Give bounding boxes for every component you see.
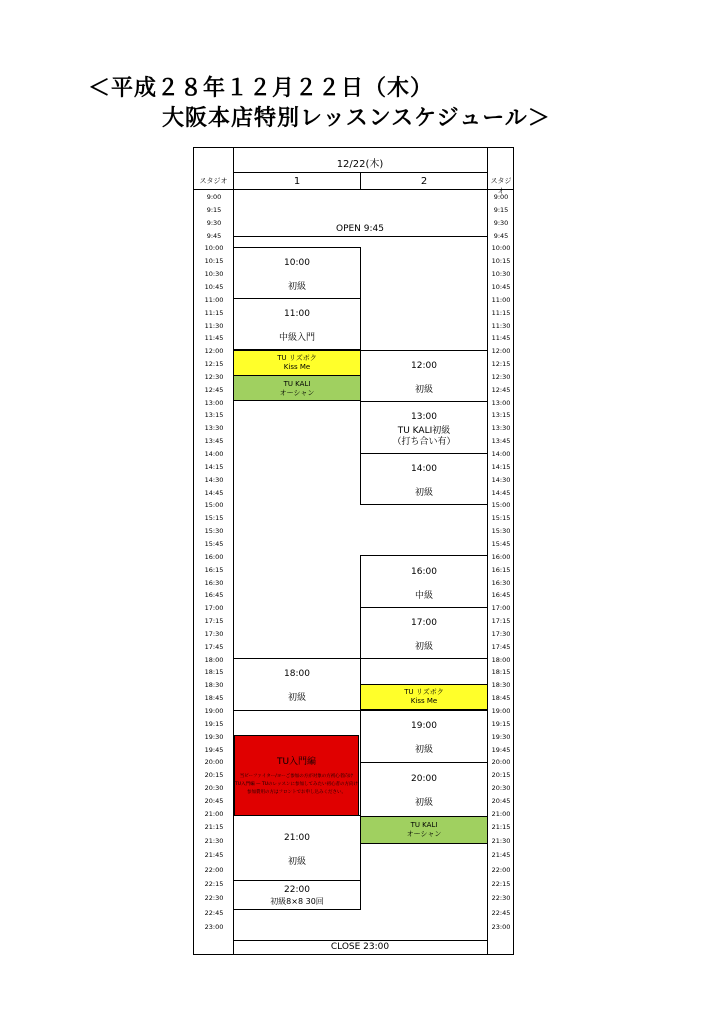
time-label-right: 18:00 — [491, 655, 511, 664]
page-title-line1: ＜平成２８年１２月２２日（木） — [88, 76, 434, 101]
studio1-class-2200[interactable] — [233, 880, 361, 910]
class-time: 20:00 — [411, 774, 437, 784]
time-label-left: 16:45 — [204, 591, 224, 600]
time-label-left: 10:00 — [204, 244, 224, 253]
time-label-left: 14:45 — [204, 488, 224, 497]
class-time: 19:00 — [411, 721, 437, 731]
time-label-right: 15:15 — [491, 514, 511, 523]
time-label-left: 14:30 — [204, 475, 224, 484]
class-note-2: TU入門編 — TUのレッスンに参加してみたい初心者の方向け — [235, 782, 358, 787]
studio-2-header: 2 — [420, 176, 428, 187]
time-label-right: 18:15 — [491, 668, 511, 677]
time-label-right: 14:15 — [491, 462, 511, 471]
time-label-left: 9:15 — [206, 205, 222, 214]
studio2-class-1300[interactable] — [360, 401, 488, 454]
time-label-left: 22:00 — [204, 865, 224, 874]
class-time: 22:00 — [284, 885, 310, 895]
time-label-left: 15:00 — [204, 501, 224, 510]
class-name: TU KALI初級 — [397, 426, 451, 436]
studio-label-left: スタジオ — [199, 177, 228, 185]
time-label-right: 21:45 — [491, 851, 511, 860]
studio2-class-2000[interactable] — [360, 762, 488, 817]
studio1-class-1200[interactable] — [233, 350, 361, 376]
time-label-right: 13:30 — [491, 424, 511, 433]
time-label-right: 12:45 — [491, 385, 511, 394]
time-label-left: 11:15 — [204, 308, 224, 317]
class-name: 初級 — [414, 798, 433, 808]
time-label-right: 17:15 — [491, 617, 511, 626]
time-label-right: 15:45 — [491, 539, 511, 548]
time-label-left: 11:45 — [204, 334, 224, 343]
close-line — [233, 940, 487, 941]
time-label-right: 21:15 — [491, 822, 511, 831]
studio-1-header: 1 — [293, 176, 301, 187]
class-subname: Kiss Me — [410, 697, 438, 705]
class-time: 13:00 — [411, 412, 437, 422]
class-name: 初級 — [414, 488, 433, 498]
time-label-left: 12:45 — [204, 385, 224, 394]
class-name: 中級 — [414, 591, 433, 601]
time-label-right: 18:30 — [491, 681, 511, 690]
studio2-class-1900[interactable] — [360, 710, 488, 763]
time-label-right: 22:15 — [491, 880, 511, 889]
time-label-right: 20:15 — [491, 771, 511, 780]
time-label-right: 10:00 — [491, 244, 511, 253]
studio1-class-1230[interactable] — [233, 375, 361, 401]
time-label-right: 12:00 — [491, 347, 511, 356]
studio2-class-1830[interactable] — [360, 684, 488, 710]
studio1-class-1800[interactable] — [233, 658, 361, 711]
time-label-right: 14:00 — [491, 450, 511, 458]
time-label-left: 21:15 — [204, 822, 224, 831]
class-note-3: 参加費用の方はフロントでお申し込みください。 — [247, 790, 346, 795]
time-label-right: 15:00 — [491, 501, 511, 510]
time-label-left: 17:15 — [204, 617, 224, 626]
studio2-class-1200[interactable] — [360, 350, 488, 402]
time-label-right: 11:15 — [491, 308, 511, 317]
time-label-right: 15:30 — [491, 527, 511, 536]
time-label-right: 22:30 — [491, 894, 511, 903]
time-label-right: 11:00 — [491, 295, 511, 304]
studio-label-right: スタジオ — [490, 177, 512, 195]
time-label-right: 16:15 — [491, 565, 511, 574]
studio1-class-2100[interactable] — [233, 815, 361, 881]
time-label-left: 10:45 — [204, 282, 224, 291]
open-label: OPEN 9:45 — [335, 224, 384, 234]
time-label-right: 14:45 — [491, 488, 511, 497]
time-label-right: 17:30 — [491, 629, 511, 638]
class-name: 初級 — [414, 745, 433, 755]
time-label-right: 10:30 — [491, 270, 511, 279]
studio2-class-1700[interactable] — [360, 607, 488, 659]
time-label-left: 10:30 — [204, 270, 224, 279]
time-label-left: 19:00 — [204, 707, 224, 715]
time-label-right: 12:30 — [491, 372, 511, 381]
time-label-right: 18:45 — [491, 694, 511, 703]
time-label-right: 11:30 — [491, 321, 511, 330]
time-label-right: 19:15 — [491, 719, 511, 728]
time-label-left: 12:00 — [204, 347, 224, 356]
studio1-class-1930[interactable] — [234, 735, 359, 816]
class-note-1: 当ビーファイター/ヨーご参加の方が対象の方初心者向け — [239, 774, 354, 779]
time-label-left: 17:00 — [204, 604, 224, 613]
time-label-left: 13:15 — [204, 411, 224, 420]
header-line-2 — [193, 189, 514, 190]
class-name: TU入門編 — [276, 757, 317, 767]
time-label-right: 9:30 — [493, 218, 509, 227]
class-subname: Kiss Me — [283, 363, 311, 371]
time-label-right: 17:45 — [491, 642, 511, 651]
class-time: 18:00 — [284, 669, 310, 679]
time-label-right: 12:15 — [491, 360, 511, 369]
time-label-left: 20:45 — [204, 796, 224, 805]
class-time: 14:00 — [411, 464, 437, 474]
class-name: 初級 — [287, 693, 306, 703]
time-label-right: 13:15 — [491, 411, 511, 420]
time-label-right: 9:45 — [493, 231, 509, 240]
time-label-left: 22:45 — [204, 908, 224, 917]
class-time: 16:00 — [411, 567, 437, 577]
time-label-left: 21:00 — [204, 809, 224, 818]
time-label-right: 16:00 — [491, 552, 511, 561]
time-label-left: 14:00 — [204, 450, 224, 458]
time-label-right: 13:45 — [491, 437, 511, 446]
time-label-left: 11:00 — [204, 295, 224, 304]
time-label-left: 21:45 — [204, 851, 224, 860]
studio2-class-2100[interactable] — [360, 816, 488, 844]
date-header: 12/22(木) — [336, 159, 384, 170]
time-label-left: 23:00 — [204, 923, 224, 932]
class-time: 17:00 — [411, 618, 437, 628]
time-label-right: 10:15 — [491, 257, 511, 266]
time-label-left: 12:15 — [204, 360, 224, 369]
time-label-left: 13:30 — [204, 424, 224, 433]
class-name: TU リズボク — [404, 688, 444, 696]
class-name: TU KALI — [283, 380, 311, 388]
studio2-class-1600[interactable] — [360, 555, 488, 608]
time-label-left: 13:00 — [204, 398, 224, 407]
time-label-right: 17:00 — [491, 604, 511, 613]
time-label-left: 22:30 — [204, 894, 224, 903]
header-line-1 — [233, 172, 487, 173]
time-label-left: 12:30 — [204, 372, 224, 381]
time-label-left: 20:15 — [204, 771, 224, 780]
time-label-left: 19:45 — [204, 745, 224, 754]
class-subname: オーシャン — [279, 389, 315, 397]
time-label-right: 14:30 — [491, 475, 511, 484]
class-name: TU リズボク — [277, 354, 317, 362]
time-label-left: 18:15 — [204, 668, 224, 677]
studio1-class-1100[interactable] — [233, 298, 361, 350]
time-label-left: 16:00 — [204, 552, 224, 561]
time-label-left: 18:45 — [204, 694, 224, 703]
time-label-left: 16:30 — [204, 578, 224, 587]
time-label-right: 20:00 — [491, 758, 511, 767]
time-label-right: 23:00 — [491, 923, 511, 932]
time-label-left: 9:00 — [206, 193, 222, 201]
time-label-left: 18:30 — [204, 681, 224, 690]
time-label-right: 16:45 — [491, 591, 511, 600]
time-label-left: 22:15 — [204, 880, 224, 889]
time-label-left: 20:00 — [204, 758, 224, 767]
class-name: 初級 — [414, 642, 433, 652]
time-label-right: 21:30 — [491, 837, 511, 845]
time-label-left: 17:30 — [204, 629, 224, 638]
class-time: 10:00 — [284, 258, 310, 268]
time-label-right: 9:00 — [493, 193, 509, 201]
time-label-right: 19:45 — [491, 745, 511, 754]
close-label: CLOSE 23:00 — [330, 942, 390, 952]
time-label-left: 11:30 — [204, 321, 224, 330]
time-label-left: 19:15 — [204, 719, 224, 728]
time-label-left: 18:00 — [204, 655, 224, 664]
time-label-right: 10:45 — [491, 282, 511, 291]
class-time: 21:00 — [284, 833, 310, 843]
class-time: 12:00 — [411, 361, 437, 371]
class-name: 初級 — [287, 282, 306, 292]
time-label-right: 11:45 — [491, 334, 511, 343]
time-label-left: 9:45 — [206, 231, 222, 240]
page-title-line2: 大阪本店特別レッスンスケジュール＞ — [162, 106, 551, 131]
time-label-left: 19:30 — [204, 732, 224, 741]
time-label-right: 21:00 — [491, 809, 511, 818]
class-name: 初級8×8 30回 — [270, 897, 324, 906]
class-name: 初級 — [414, 385, 433, 395]
class-subname: （打ち合い有） — [392, 437, 456, 447]
time-label-right: 19:30 — [491, 732, 511, 741]
time-label-left: 13:45 — [204, 437, 224, 446]
time-label-left: 9:30 — [206, 218, 222, 227]
time-label-right: 22:45 — [491, 908, 511, 917]
time-label-left: 15:30 — [204, 527, 224, 536]
time-label-left: 16:15 — [204, 565, 224, 574]
time-label-left: 21:30 — [204, 837, 224, 845]
time-label-right: 20:45 — [491, 796, 511, 805]
class-name: 初級 — [287, 857, 306, 867]
time-label-right: 20:30 — [491, 784, 511, 793]
class-name: 中級入門 — [278, 333, 315, 343]
time-label-left: 15:15 — [204, 514, 224, 523]
time-label-right: 13:00 — [491, 398, 511, 407]
time-label-left: 15:45 — [204, 539, 224, 548]
time-label-left: 14:15 — [204, 462, 224, 471]
studio2-class-1400[interactable] — [360, 453, 488, 505]
time-label-left: 20:30 — [204, 784, 224, 793]
time-label-left: 10:15 — [204, 257, 224, 266]
time-label-right: 16:30 — [491, 578, 511, 587]
time-label-right: 9:15 — [493, 205, 509, 214]
class-subname: オーシャン — [406, 830, 442, 838]
studio1-class-1000[interactable] — [233, 247, 361, 299]
time-label-right: 19:00 — [491, 707, 511, 715]
time-label-right: 22:00 — [491, 865, 511, 874]
time-label-left: 17:45 — [204, 642, 224, 651]
class-time: 11:00 — [284, 309, 310, 319]
open-line — [233, 236, 487, 237]
class-name: TU KALI — [410, 821, 438, 829]
